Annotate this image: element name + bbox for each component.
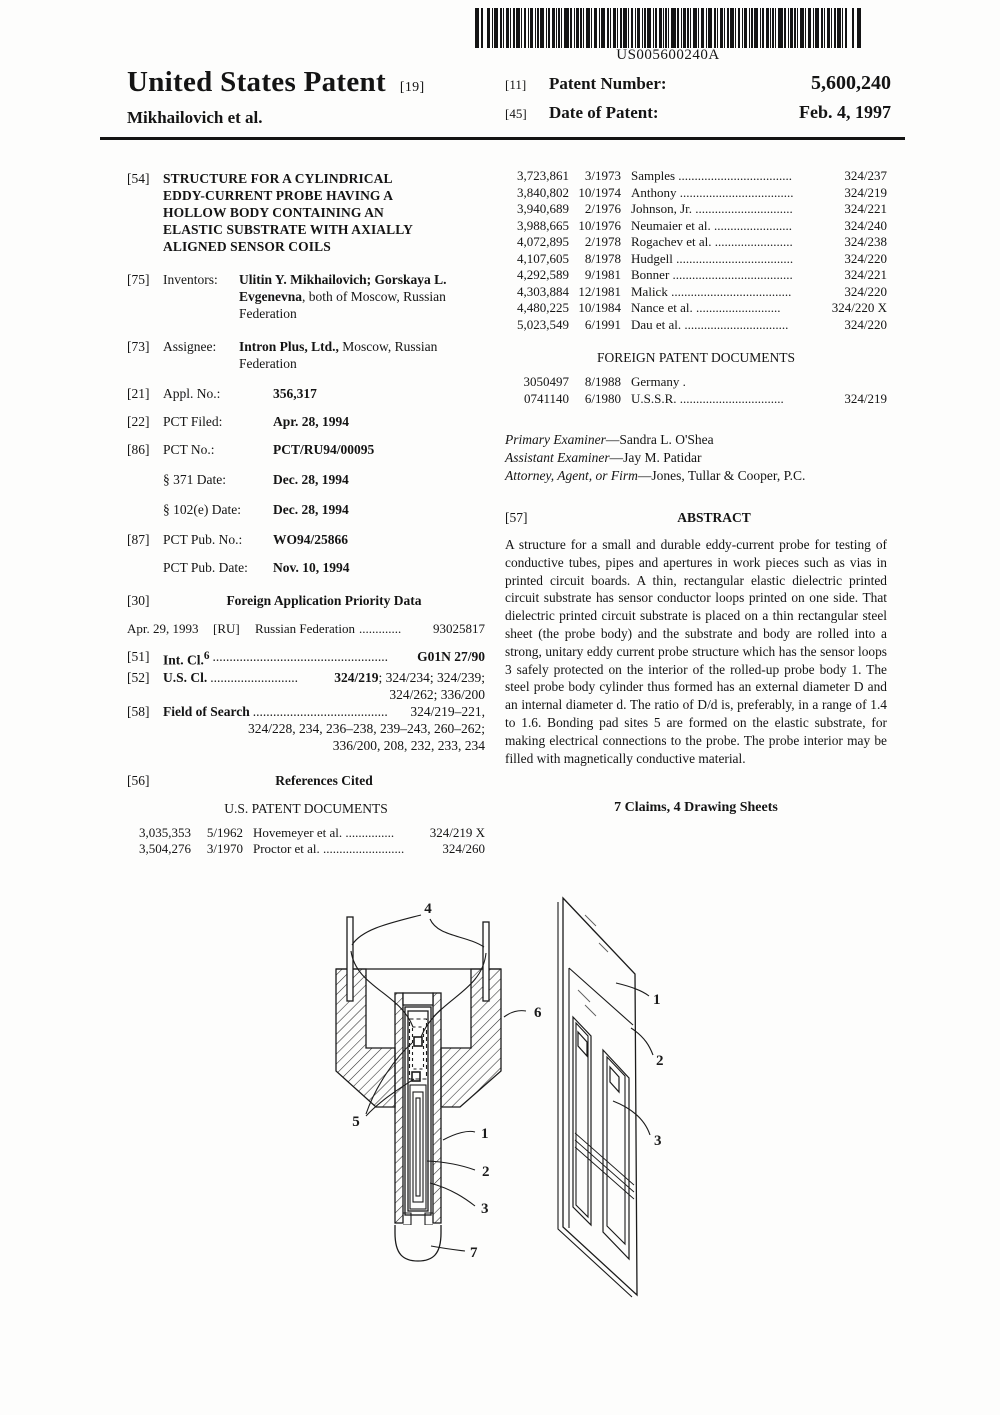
field-of-search-line2: 324/228, 234, 236–238, 239–243, 260–262; (247, 720, 485, 736)
ref-number: 5,023,549 (517, 316, 569, 332)
us-cl-value-line2: 324/262; 336/200 (389, 686, 485, 702)
ref-date: 8/1988 (584, 374, 621, 389)
callout-4: 4 (424, 901, 432, 917)
ref-class (883, 374, 887, 391)
patent-date-row (505, 102, 891, 123)
section-56-references (127, 772, 485, 789)
field-code: [57] (505, 510, 528, 525)
ref-date: 3/1970 (206, 841, 243, 856)
us-ref-row (505, 201, 887, 218)
us-ref-row (505, 218, 887, 235)
ref-number: 3,723,861 (517, 168, 569, 183)
patent-date-label: Date of Patent: (549, 103, 659, 122)
priority-date: Apr. 29, 1993 (127, 621, 199, 636)
pct-filed-value: Apr. 28, 1994 (273, 414, 350, 429)
invention-title: STRUCTURE FOR A CYLINDRICAL EDDY-CURRENT PROBE HAVING A HOLLOW BODY CONTAINING AN ELASTIC SUBSTRATE WITH AXIALLY ALIGNED SENSOR COILS (163, 171, 413, 254)
callout-3: 3 (654, 1133, 662, 1149)
int-cl-label: Int. Cl.$^6$ (163, 650, 210, 668)
section-22-pct-filed (127, 413, 485, 430)
leader-dots: ........................................ (252, 703, 388, 719)
ref-name: Bonner ..................................... (631, 267, 793, 282)
header-right (505, 72, 891, 130)
ref-date: 2/1978 (584, 234, 621, 249)
ref-number: 4,480,225 (517, 300, 569, 315)
ref-class: 324/220 (844, 250, 887, 266)
ref-class: 324/221 (844, 267, 887, 282)
priority-row (127, 620, 485, 637)
ref-date: 10/1974 (578, 184, 621, 200)
inventor-party-line: Mikhailovich et al. (127, 108, 263, 127)
priority-number: 93025817 (433, 621, 485, 636)
ref-date: 3/1973 (584, 168, 621, 183)
section-73-assignee (127, 338, 485, 372)
section-58-field-of-search (127, 703, 485, 720)
ref-class: 324/219 (844, 390, 887, 406)
assistant-examiner-line: Assistant Examiner—Jay M. Patidar (505, 450, 702, 465)
us-ref-row (505, 251, 887, 268)
ref-class: 324/220 X (831, 300, 887, 315)
us-ref-row (505, 300, 887, 317)
page-title-text: United States Patent (127, 66, 386, 98)
ref-name: Malick ..................................... (631, 283, 792, 299)
us-patent-documents-header: U.S. PATENT DOCUMENTS (224, 800, 388, 816)
section-21-appl-no (127, 385, 485, 402)
ref-date: 12/1981 (578, 283, 621, 299)
field-code: [21] (127, 386, 150, 401)
priority-country-code: [RU] (213, 621, 240, 636)
ref-date: 8/1978 (584, 250, 621, 266)
assignee-label: Assignee: (163, 339, 217, 354)
foreign-ref-row (505, 374, 887, 391)
s371-value: Dec. 28, 1994 (273, 472, 349, 487)
field-code (127, 501, 163, 518)
section-57-abstract-header (505, 509, 887, 526)
field-of-search-line1: 324/219–221, (410, 703, 485, 719)
callout-2: 2 (656, 1053, 664, 1069)
patent-number-bracket: [11] (505, 77, 527, 92)
ref-date: 10/1984 (578, 300, 621, 315)
ref-name: Neumaier et al. ........................ (631, 217, 793, 233)
section-pct-pub-date (127, 559, 485, 576)
ref-class: 324/240 (844, 217, 887, 233)
section-86-pct-no (127, 441, 485, 458)
ref-number: 4,107,605 (517, 250, 569, 266)
callout-3: 3 (481, 1201, 489, 1217)
ref-date: 5/1962 (206, 824, 243, 840)
ref-class: 324/221 (844, 201, 887, 216)
us-ref-row (127, 841, 485, 858)
right-column (505, 160, 887, 816)
ref-name: Nance et al. .......................... (631, 300, 781, 315)
pct-filed-label: PCT Filed: (163, 414, 223, 429)
substrate-sheet-view (558, 898, 653, 1297)
ref-name: Dau et al. ................................ (631, 316, 789, 332)
inventors-value: Ulitin Y. Mikhailovich; Gorskaya L. Evgenevna, both of Moscow, Russian Federation (239, 272, 447, 321)
patent-number-row (505, 72, 891, 95)
field-code: [73] (127, 339, 150, 354)
ref-number: 3,504,276 (139, 841, 191, 856)
barcode (475, 8, 861, 48)
field-code: [86] (127, 442, 150, 457)
ref-number: 4,072,895 (517, 234, 569, 249)
field-code: [54] (127, 171, 150, 186)
field-code (127, 559, 163, 576)
claims-line: 7 Claims, 4 Drawing Sheets (614, 800, 778, 816)
us-ref-row (505, 284, 887, 301)
ref-name: Samples ................................... (631, 168, 793, 183)
ref-number: 3,035,353 (139, 824, 191, 840)
pct-no-value: PCT/RU94/00095 (273, 442, 375, 457)
pct-no-label: PCT No.: (163, 442, 215, 457)
field-code: [30] (127, 593, 150, 608)
ref-number: 3,940,689 (517, 201, 569, 216)
sheet-callout-labels (653, 992, 664, 1149)
assignee-value: Intron Plus, Ltd., Moscow, Russian Federation (239, 339, 438, 371)
patent-date-value: Feb. 4, 1997 (799, 102, 891, 122)
ref-number: 4,303,884 (517, 283, 569, 299)
inventors-label: Inventors: (163, 272, 218, 287)
section-51-int-cl (127, 648, 485, 669)
page-title (127, 66, 424, 99)
foreign-ref-row (505, 391, 887, 408)
ref-name: Hovemeyer et al. ............... (253, 824, 395, 840)
foreign-patent-documents-header: FOREIGN PATENT DOCUMENTS (596, 350, 796, 365)
pct-pub-date-label: PCT Pub. Date: (163, 560, 248, 575)
leader-dots: .................................................... (212, 649, 389, 664)
us-ref-row (505, 185, 887, 202)
patent-number-label: Patent Number: (549, 74, 667, 93)
priority-country: Russian Federation (255, 621, 356, 636)
section-54-title (127, 170, 485, 255)
callout-5: 5 (352, 1114, 360, 1130)
patent-number-value: 5,600,240 (811, 72, 891, 94)
field-code (127, 471, 163, 488)
field-code: [56] (127, 772, 150, 788)
section-52-us-cl (127, 669, 485, 686)
callout-1: 1 (481, 1126, 489, 1142)
ref-name: Johnson, Jr. .............................. (631, 201, 793, 216)
barcode-text: US005600240A (616, 47, 720, 63)
us-ref-row (505, 234, 887, 251)
patent-date-bracket: [45] (505, 106, 527, 121)
field-code: [58] (127, 703, 150, 719)
ref-name: Proctor et al. ......................... (253, 841, 405, 856)
ref-class: 324/238 (844, 234, 887, 249)
ref-class: 324/219 X (429, 824, 485, 840)
patent-drawing (0, 895, 1000, 1325)
callout-6: 6 (534, 1005, 542, 1021)
us-ref-row (127, 825, 485, 842)
us-ref-row (505, 168, 887, 185)
callout-2: 2 (482, 1164, 490, 1180)
pct-pub-no-value: WO94/25866 (273, 532, 349, 547)
header-divider (100, 137, 905, 140)
field-of-search-line3: 336/200, 208, 232, 233, 234 (332, 737, 485, 753)
callout-1: 1 (653, 992, 661, 1008)
field-code: [52] (127, 669, 150, 685)
priority-header: Foreign Application Priority Data (226, 593, 422, 608)
field-code: [22] (127, 414, 150, 429)
leader-dots: .......................... (210, 669, 299, 685)
ref-class: 324/260 (442, 841, 485, 856)
ref-number: 0741140 (523, 390, 569, 406)
section-30-priority-header (127, 592, 485, 609)
ref-class: 324/220 (844, 316, 887, 332)
title-bracket: [19] (399, 80, 425, 95)
ref-date: 10/1976 (578, 217, 621, 233)
ref-number: 3,988,665 (517, 217, 569, 233)
pct-pub-date-value: Nov. 10, 1994 (273, 560, 350, 575)
field-of-search-label: Field of Search (163, 703, 250, 719)
us-cl-label: U.S. Cl. (163, 669, 208, 685)
callout-7: 7 (470, 1245, 478, 1261)
left-column (127, 162, 485, 858)
appl-no-value: 356,317 (273, 386, 317, 401)
ref-number: 3050497 (523, 374, 569, 389)
ref-name: Anthony ................................... (631, 184, 794, 200)
ref-date: 9/1981 (584, 267, 621, 282)
section-371-date (127, 471, 485, 488)
section-75-inventors (127, 271, 485, 322)
section-87-pct-pub-no (127, 531, 485, 548)
ref-class: 324/219 (844, 184, 887, 200)
ref-name: Rogachev et al. ........................ (631, 234, 793, 249)
int-cl-value: G01N 27/90 (417, 649, 485, 664)
field-code: [51] (127, 649, 150, 664)
ref-class: 324/237 (844, 168, 887, 183)
ref-name: U.S.S.R. ................................ (631, 390, 784, 406)
probe-cross-section (336, 915, 526, 1261)
us-ref-row (505, 267, 887, 284)
ref-class: 324/220 (844, 283, 887, 299)
us-ref-row (505, 317, 887, 334)
abstract-header: ABSTRACT (677, 510, 751, 525)
attorney-line: Attorney, Agent, or Firm—Jones, Tullar & Cooper, P.C. (505, 468, 806, 483)
s371-label: § 371 Date: (163, 472, 226, 487)
s102-label: § 102(e) Date: (163, 502, 241, 517)
abstract-text: A structure for a small and durable eddy-current probe for testing of conductive tubes, pipes and apertures in work pieces such as vias in printed circuit boards. A thin, rectangular elastic dielectric printed circuit substrate has sensor conductor loops printed on one side. That dielectric printed circuit substrate is placed on a thin rectangular steel sheet (the probe body) and the substrate and body are rolled into a strong, unitary eddy current probe structure which has the sensor loops 3 safely protected on the interior of the rolled-up probe body 1. The steel probe body cylinder thus formed has an external diameter D and an internal diameter d. The ratio of D/d is, preferably, in a range of 1.4 to 1.6. Bonding pad sites 5 are formed on the elastic substrate, for making electrical connections to the probe. The probe interior may be filled with magnetically conductive material. (505, 537, 887, 766)
leader-dots: ............. (359, 621, 402, 636)
pct-pub-no-label: PCT Pub. No.: (163, 532, 243, 547)
appl-no-label: Appl. No.: (163, 386, 221, 401)
primary-examiner-line: Primary Examiner—Sandra L. O'Shea (505, 432, 714, 447)
us-cl-value-line1: 324/219; 324/234; 324/239; (334, 669, 485, 685)
ref-date: 6/1980 (584, 390, 621, 406)
field-code: [87] (127, 532, 150, 547)
references-cited-header: References Cited (275, 772, 373, 788)
field-code: [75] (127, 272, 150, 287)
ref-date: 2/1976 (584, 201, 621, 216)
ref-number: 3,840,802 (517, 184, 569, 200)
ref-name: Germany . (631, 374, 686, 389)
section-102e-date (127, 501, 485, 518)
ref-name: Hudgell .................................... (631, 250, 794, 266)
s102-value: Dec. 28, 1994 (273, 502, 349, 517)
ref-number: 4,292,589 (517, 267, 569, 282)
ref-date: 6/1991 (584, 316, 621, 332)
